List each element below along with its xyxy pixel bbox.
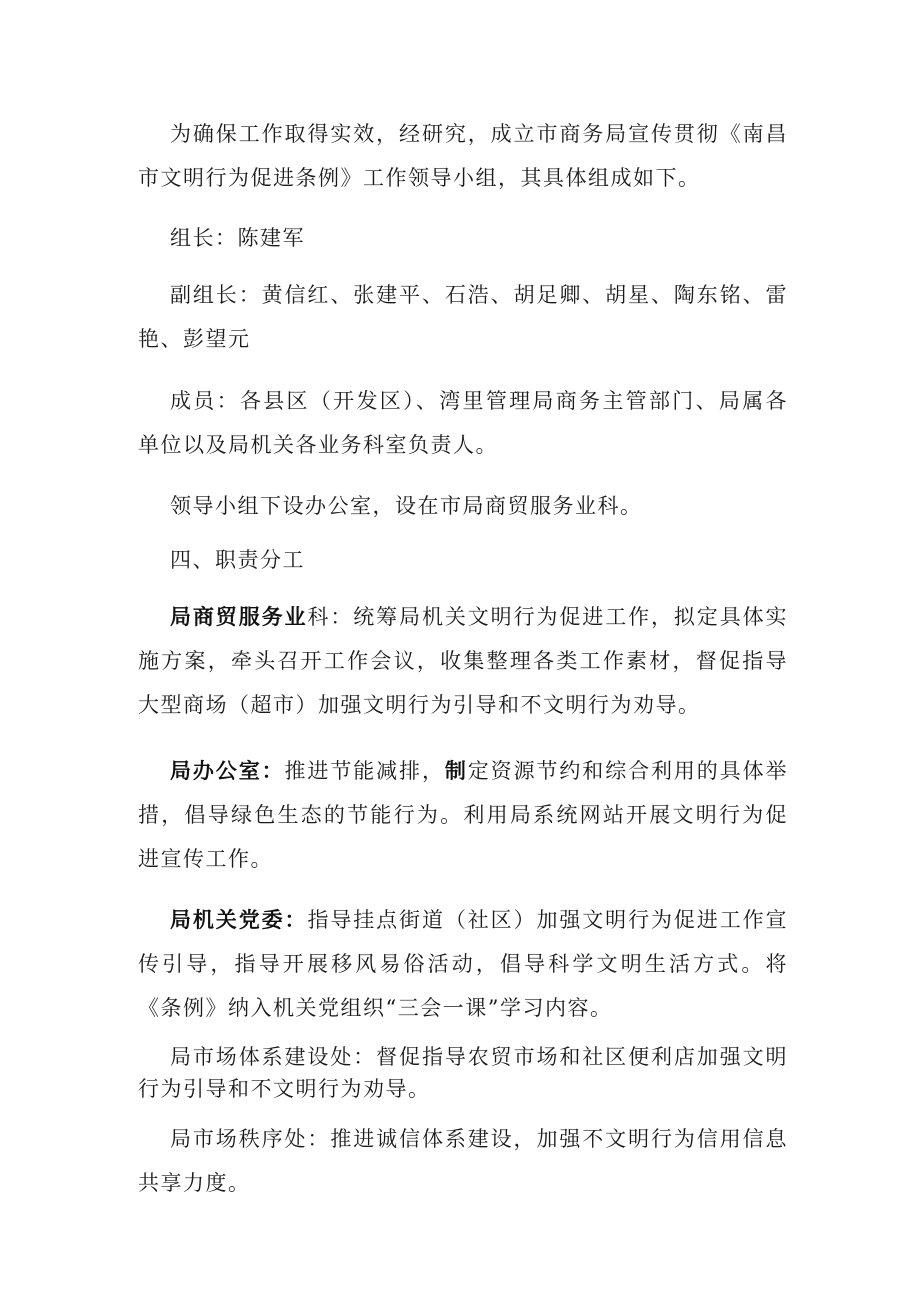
general-office-duty-paragraph	[138, 749, 788, 881]
team-leader-label: 组长：	[170, 226, 238, 250]
general-office-label: 局办公室：	[170, 758, 285, 783]
intro-paragraph	[138, 112, 788, 200]
section-heading-text: 四、职责分工	[170, 548, 305, 572]
section-heading	[138, 538, 788, 582]
deputy-leaders-paragraph	[138, 273, 788, 361]
party-committee-duty-text: 指导挂点街道（社区）加强文明行为促进工作宣传引导，指导开展移风易俗活动，倡导科学文明生活方式。将《条例》纳入机关党组织“三会一课”学习内容。	[138, 908, 789, 1020]
team-leader-paragraph	[138, 216, 788, 260]
commerce-service-label-tail: 科：	[307, 605, 354, 629]
deputy-leaders-names: 黄信红、张建平、石浩、胡足卿、胡星、陶东铭、雷艳、彭望元	[138, 283, 789, 351]
market-order-duty-text: 推进诚信体系建设，加强不文明行为信用信息共享力度。	[138, 1127, 788, 1195]
team-leader-name: 陈建军	[237, 226, 305, 250]
general-office-duty-text: 定资源节约和综合利用的具体举措，倡导绿色生态的节能行为。利用局系统网站开展文明行为促进宣传工作。	[138, 759, 789, 871]
general-office-duty-bold: 制	[444, 758, 468, 783]
market-system-label: 局市场体系建设处：	[170, 1045, 377, 1069]
office-text: 领导小组下设办公室，设在市局商贸服务业科。	[170, 494, 643, 518]
deputy-leaders-label: 副组长：	[170, 283, 262, 307]
market-system-duty-text: 督促指导农贸市场和社区便利店加强文明行为引导和不文明行为劝导。	[138, 1045, 789, 1101]
market-system-duty-paragraph	[138, 1041, 788, 1105]
members-text: 各县区（开发区）、湾里管理局商务主管部门、局属各单位以及局机关各业务科室负责人。	[138, 389, 789, 457]
general-office-duty-text-a: 推进节能减排，	[284, 759, 445, 783]
members-label: 成员：	[170, 389, 240, 413]
members-paragraph	[138, 379, 788, 467]
office-paragraph	[138, 484, 788, 528]
market-order-duty-paragraph	[138, 1117, 788, 1205]
party-committee-duty-paragraph	[138, 898, 788, 1030]
party-committee-label: 局机关党委：	[170, 907, 308, 932]
commerce-service-duty-paragraph	[138, 595, 788, 727]
commerce-service-duty-text: 统筹局机关文明行为促进工作，拟定具体实施方案，牵头召开工作会议，收集整理各类工作素材，督促指导大型商场（超市）加强文明行为引导和不文明行为劝导。	[138, 605, 789, 717]
commerce-service-label: 局商贸服务业	[170, 604, 308, 629]
intro-text: 为确保工作取得实效，经研究，成立市商务局宣传贯彻《南昌市文明行为促进条例》工作领导小组，其具体组成如下。	[138, 122, 788, 190]
market-order-label: 局市场秩序处：	[170, 1127, 331, 1151]
